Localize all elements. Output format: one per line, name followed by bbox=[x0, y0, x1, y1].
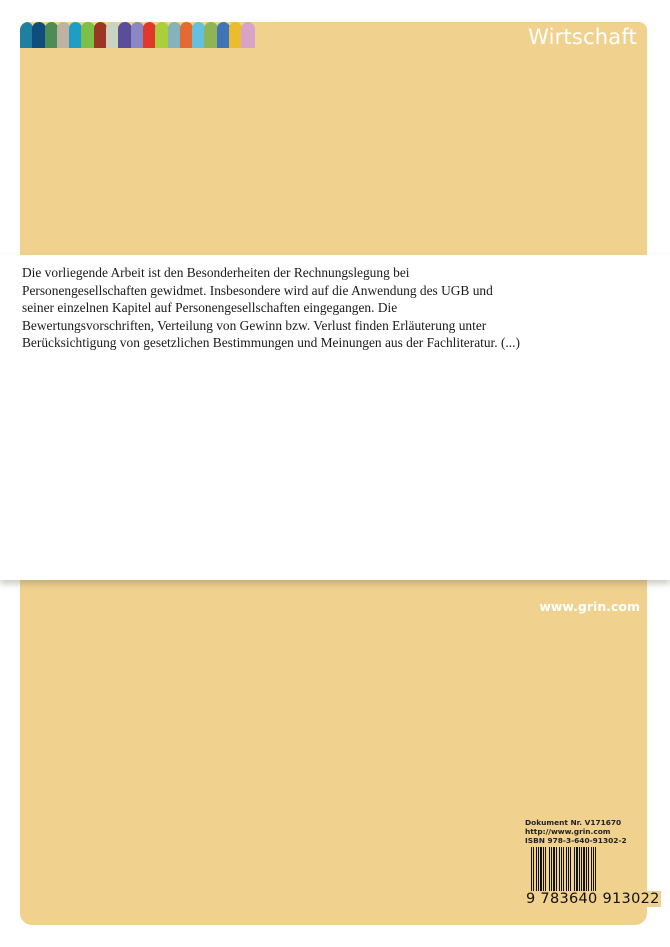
isbn: ISBN 978-3-640-91302-2 bbox=[525, 836, 627, 845]
color-tab bbox=[192, 22, 205, 48]
color-tabs bbox=[20, 22, 254, 48]
color-tab bbox=[168, 22, 181, 48]
cover-top-panel bbox=[20, 22, 647, 255]
description-band bbox=[0, 255, 670, 580]
color-tab bbox=[45, 22, 58, 48]
color-tab bbox=[118, 22, 131, 48]
category-label: Wirtschaft bbox=[528, 25, 637, 49]
cover-bottom-panel bbox=[20, 580, 660, 925]
color-tab bbox=[155, 22, 168, 48]
color-tab bbox=[69, 22, 82, 48]
color-tab bbox=[106, 22, 119, 48]
barcode-number bbox=[525, 891, 660, 907]
color-tab bbox=[217, 22, 230, 48]
color-tab bbox=[241, 22, 254, 48]
color-tab bbox=[20, 22, 33, 48]
barcode-block bbox=[525, 818, 660, 907]
color-tab bbox=[229, 22, 242, 48]
color-tab bbox=[94, 22, 107, 48]
color-tab bbox=[81, 22, 94, 48]
barcode-digits: 9 783640 913022 bbox=[526, 891, 660, 907]
color-tab bbox=[180, 22, 193, 48]
website-label: www.grin.com bbox=[539, 599, 640, 614]
color-tab bbox=[32, 22, 45, 48]
color-tab bbox=[143, 22, 156, 48]
color-tab bbox=[57, 22, 70, 48]
publisher-url: http://www.grin.com bbox=[525, 827, 611, 836]
color-tab bbox=[131, 22, 144, 48]
document-number: Dokument Nr. V171670 bbox=[525, 818, 622, 827]
color-tab bbox=[204, 22, 217, 48]
description-text: Die vorliegende Arbeit ist den Besonderheiten der Rechnungslegung bei Personengesellschaften gewidmet. Insbesondere wird auf die Anwendung des UGB und seiner einzelnen Kapitel auf Personengesellschaften eingegangen. Die Bewertungsvorschriften, Verteilung von Gewinn bzw. Verlust finden Erläuterung unter Berücksichtigung von gesetzlichen Bestimmungen und Meinungen aus der Fachliteratur. (...) bbox=[22, 265, 520, 351]
